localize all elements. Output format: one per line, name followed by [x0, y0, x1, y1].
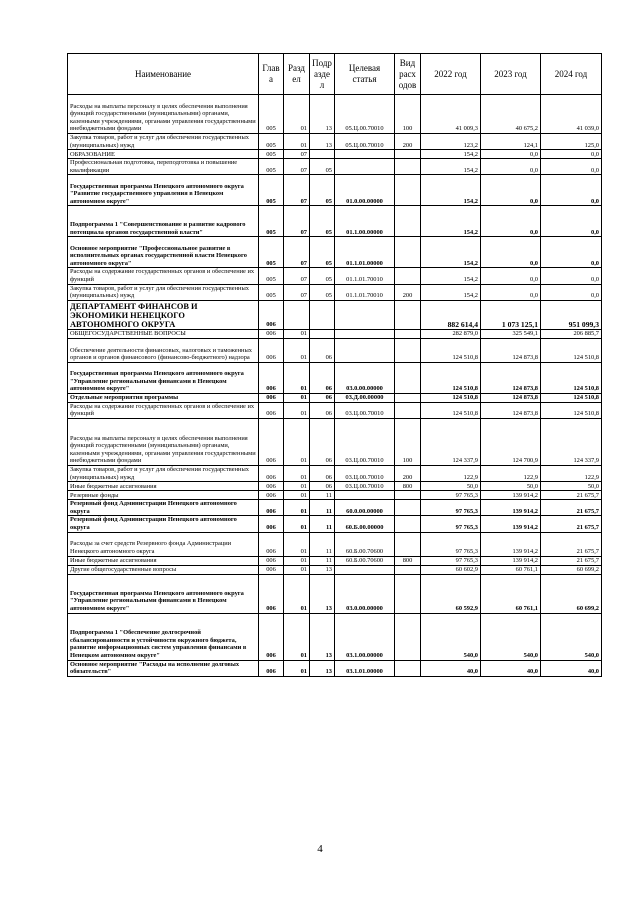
table-cell-year-2024: 41 039,0	[541, 95, 602, 134]
table-cell-section: 01	[284, 532, 310, 556]
table-cell-subsection: 06	[310, 362, 335, 393]
table-cell-target-article: 03.0.00.00000	[335, 574, 395, 613]
table-cell-subsection: 13	[310, 565, 335, 574]
table-cell-target-article	[335, 329, 395, 338]
table-cell-year-2022: 41 009,3	[421, 95, 481, 134]
table-cell-chapter: 006	[259, 532, 284, 556]
table-cell-year-2024: 50,0	[541, 482, 602, 491]
header-year-2023: 2023 год	[481, 54, 541, 95]
table-cell-year-2022: 154,2	[421, 159, 481, 175]
table-cell-subsection	[310, 300, 335, 329]
table-cell-expense-type	[395, 516, 421, 532]
table-cell-subsection: 13	[310, 574, 335, 613]
table-cell-year-2023: 139 914,2	[481, 491, 541, 500]
table-cell-name: Иные бюджетные ассигнования	[68, 556, 259, 565]
table-cell-target-article: 03.Ц.00.70010	[335, 482, 395, 491]
table-cell-chapter: 006	[259, 338, 284, 362]
table-cell-year-2022: 60 602,9	[421, 565, 481, 574]
table-cell-year-2024: 21 675,7	[541, 500, 602, 516]
table-cell-year-2023: 124 873,8	[481, 362, 541, 393]
table-cell-year-2022: 122,9	[421, 465, 481, 481]
header-target-article: Целевая статья	[335, 54, 395, 95]
budget-table	[67, 53, 602, 677]
table-cell-chapter: 006	[259, 362, 284, 393]
table-cell-year-2022: 50,0	[421, 482, 481, 491]
table-cell-subsection: 06	[310, 418, 335, 465]
table-cell-target-article: 03.Ц.00.70010	[335, 402, 395, 418]
table-cell-subsection: 05	[310, 175, 335, 206]
table-cell-name: Расходы на выплаты персоналу в целях обеспечения выполнения функций государственными (муниципальными) органами, казенными учреждениями, органами управления государственными внебюджетными фондами	[68, 95, 259, 134]
table-cell-expense-type	[395, 500, 421, 516]
table-cell-year-2022: 124 510,8	[421, 402, 481, 418]
table-cell-subsection: 05	[310, 206, 335, 237]
table-cell-year-2024: 21 675,7	[541, 556, 602, 565]
table-cell-section: 01	[284, 613, 310, 660]
table-cell-year-2024: 60 699,2	[541, 565, 602, 574]
table-cell-name: Основное мероприятие "Профессиональное развитие в исполнительных органах государственной власти Ненецкого автономного округа"	[68, 237, 259, 268]
table-row	[68, 556, 602, 565]
table-cell-year-2023: 124 873,8	[481, 402, 541, 418]
table-cell-year-2023: 50,0	[481, 482, 541, 491]
table-cell-target-article: 01.0.00.00000	[335, 175, 395, 206]
table-cell-year-2024: 124 510,8	[541, 393, 602, 402]
table-cell-expense-type	[395, 613, 421, 660]
table-cell-year-2024: 122,9	[541, 465, 602, 481]
table-cell-subsection: 11	[310, 532, 335, 556]
header-year-2024: 2024 год	[541, 54, 602, 95]
table-row	[68, 500, 602, 516]
table-cell-name: Резервные фонды	[68, 491, 259, 500]
table-cell-year-2023: 0,0	[481, 268, 541, 284]
table-cell-target-article: 01.1.00.00000	[335, 206, 395, 237]
header-name: Наименование	[68, 54, 259, 95]
table-row	[68, 613, 602, 660]
table-cell-expense-type: 800	[395, 482, 421, 491]
table-row	[68, 574, 602, 613]
header-subsection: Подр азде л	[310, 54, 335, 95]
table-cell-target-article: 03.Ц.00.70010	[335, 418, 395, 465]
table-cell-year-2024: 124 337,9	[541, 418, 602, 465]
table-cell-chapter: 005	[259, 95, 284, 134]
table-cell-section: 01	[284, 134, 310, 150]
table-cell-expense-type	[395, 338, 421, 362]
table-cell-section: 01	[284, 491, 310, 500]
table-cell-year-2024: 951 099,3	[541, 300, 602, 329]
table-row	[68, 95, 602, 134]
table-cell-chapter: 006	[259, 565, 284, 574]
table-cell-subsection	[310, 329, 335, 338]
table-cell-subsection	[310, 150, 335, 159]
table-cell-name: ОБРАЗОВАНИЕ	[68, 150, 259, 159]
table-cell-section: 01	[284, 338, 310, 362]
table-cell-expense-type	[395, 175, 421, 206]
table-cell-expense-type	[395, 362, 421, 393]
table-cell-chapter: 006	[259, 402, 284, 418]
table-cell-chapter: 006	[259, 574, 284, 613]
table-cell-section: 01	[284, 362, 310, 393]
table-cell-name: Резервный фонд Администрации Ненецкого автономного округа	[68, 500, 259, 516]
table-cell-year-2024: 0,0	[541, 206, 602, 237]
table-cell-target-article: 03.Д.00.00000	[335, 393, 395, 402]
header-year-2022: 2022 год	[421, 54, 481, 95]
table-cell-name: Государственная программа Ненецкого автономного округа "Развитие государственного управления в Ненецком автономном округе"	[68, 175, 259, 206]
table-cell-subsection: 06	[310, 402, 335, 418]
table-cell-section: 07	[284, 159, 310, 175]
table-cell-year-2024: 124 510,8	[541, 362, 602, 393]
table-cell-year-2022: 60 592,9	[421, 574, 481, 613]
table-cell-chapter: 005	[259, 175, 284, 206]
table-cell-expense-type: 100	[395, 95, 421, 134]
table-cell-year-2022: 154,2	[421, 150, 481, 159]
table-cell-section: 01	[284, 95, 310, 134]
table-cell-section: 07	[284, 206, 310, 237]
table-cell-chapter: 005	[259, 237, 284, 268]
table-cell-subsection: 11	[310, 500, 335, 516]
table-row	[68, 402, 602, 418]
table-cell-year-2023: 60 761,1	[481, 565, 541, 574]
table-cell-expense-type	[395, 565, 421, 574]
table-cell-name: Государственная программа Ненецкого автономного округа "Управление региональными финансами в Ненецком автономном округе"	[68, 574, 259, 613]
table-cell-target-article: 60.0.00.00000	[335, 500, 395, 516]
table-cell-year-2022: 154,2	[421, 284, 481, 300]
table-body	[68, 95, 602, 677]
table-row	[68, 159, 602, 175]
table-row	[68, 516, 602, 532]
table-cell-name: Профессиональная подготовка, переподготовка и повышение квалификации	[68, 159, 259, 175]
table-cell-name: Расходы на содержание государственных органов и обеспечение их функций	[68, 402, 259, 418]
table-cell-year-2024: 0,0	[541, 159, 602, 175]
table-cell-year-2024: 0,0	[541, 175, 602, 206]
table-cell-section: 01	[284, 500, 310, 516]
table-row	[68, 175, 602, 206]
table-cell-chapter: 006	[259, 300, 284, 329]
table-cell-name: Закупка товаров, работ и услуг для обеспечения государственных (муниципальных) нужд	[68, 284, 259, 300]
table-cell-expense-type: 200	[395, 284, 421, 300]
table-cell-target-article: 05.Ц.00.70010	[335, 134, 395, 150]
table-cell-name: Подпрограмма 1 "Обеспечение долгосрочной сбалансированности и устойчивости окружного бюджета, развитие информационных систем управления финансами в Ненецком автономном округе"	[68, 613, 259, 660]
table-cell-year-2023: 0,0	[481, 150, 541, 159]
table-cell-year-2024: 124 510,8	[541, 338, 602, 362]
table-cell-year-2023: 139 914,2	[481, 500, 541, 516]
table-cell-year-2024: 0,0	[541, 284, 602, 300]
table-row	[68, 491, 602, 500]
table-cell-chapter: 005	[259, 206, 284, 237]
table-cell-section: 01	[284, 574, 310, 613]
table-cell-year-2023: 122,9	[481, 465, 541, 481]
table-cell-year-2022: 154,2	[421, 206, 481, 237]
table-cell-expense-type: 800	[395, 556, 421, 565]
table-cell-target-article: 03.1.00.00000	[335, 613, 395, 660]
table-cell-name: Закупка товаров, работ и услуг для обеспечения государственных (муниципальных) нужд	[68, 134, 259, 150]
table-cell-subsection: 06	[310, 482, 335, 491]
table-cell-section: 01	[284, 565, 310, 574]
table-cell-subsection: 13	[310, 613, 335, 660]
table-cell-year-2023: 124 873,8	[481, 393, 541, 402]
table-cell-year-2023: 124 873,8	[481, 338, 541, 362]
table-cell-subsection: 13	[310, 95, 335, 134]
table-row	[68, 418, 602, 465]
table-cell-target-article	[335, 159, 395, 175]
table-cell-name: Другие общегосударственные вопросы	[68, 565, 259, 574]
table-cell-target-article	[335, 300, 395, 329]
table-cell-expense-type	[395, 532, 421, 556]
table-cell-expense-type	[395, 268, 421, 284]
table-cell-section: 01	[284, 465, 310, 481]
table-header-row	[68, 54, 602, 95]
table-cell-chapter: 005	[259, 284, 284, 300]
table-cell-target-article: 01.1.01.70010	[335, 268, 395, 284]
table-cell-year-2024: 0,0	[541, 150, 602, 159]
table-cell-year-2022: 123,2	[421, 134, 481, 150]
table-cell-chapter: 006	[259, 556, 284, 565]
table-cell-chapter: 006	[259, 418, 284, 465]
table-cell-year-2024: 0,0	[541, 237, 602, 268]
table-cell-section: 01	[284, 418, 310, 465]
table-cell-target-article	[335, 565, 395, 574]
table-cell-year-2023: 0,0	[481, 159, 541, 175]
table-cell-chapter: 005	[259, 159, 284, 175]
table-cell-name: ОБЩЕГОСУДАРСТВЕННЫЕ ВОПРОСЫ	[68, 329, 259, 338]
table-cell-section: 01	[284, 556, 310, 565]
table-cell-year-2022: 97 765,3	[421, 516, 481, 532]
table-cell-year-2024: 206 885,7	[541, 329, 602, 338]
table-cell-year-2023: 139 914,2	[481, 516, 541, 532]
page-number: 4	[317, 843, 323, 855]
table-cell-subsection: 05	[310, 159, 335, 175]
table-cell-year-2023: 139 914,2	[481, 556, 541, 565]
table-cell-subsection: 05	[310, 284, 335, 300]
table-cell-target-article	[335, 150, 395, 159]
table-cell-name: Расходы за счет средств Резервного фонда Администрации Ненецкого автономного округа	[68, 532, 259, 556]
table-cell-chapter: 006	[259, 393, 284, 402]
table-row	[68, 532, 602, 556]
table-cell-target-article: 60.Б.00.70600	[335, 532, 395, 556]
table-cell-expense-type	[395, 329, 421, 338]
table-row	[68, 338, 602, 362]
table-cell-subsection: 06	[310, 465, 335, 481]
table-cell-year-2022: 40,0	[421, 660, 481, 676]
table-cell-expense-type: 200	[395, 465, 421, 481]
table-cell-expense-type	[395, 237, 421, 268]
table-cell-chapter: 006	[259, 482, 284, 491]
table-cell-year-2024: 124 510,8	[541, 402, 602, 418]
table-cell-name: Расходы на содержание государственных органов и обеспечение их функций	[68, 268, 259, 284]
table-cell-chapter: 006	[259, 329, 284, 338]
table-row	[68, 237, 602, 268]
table-cell-year-2024: 540,0	[541, 613, 602, 660]
table-row	[68, 393, 602, 402]
table-cell-expense-type	[395, 660, 421, 676]
table-cell-subsection: 13	[310, 134, 335, 150]
table-cell-expense-type	[395, 402, 421, 418]
table-cell-section: 01	[284, 482, 310, 491]
table-cell-subsection: 11	[310, 516, 335, 532]
table-cell-expense-type	[395, 393, 421, 402]
table-cell-year-2022: 124 510,8	[421, 338, 481, 362]
table-cell-expense-type: 200	[395, 134, 421, 150]
table-cell-section	[284, 300, 310, 329]
table-cell-chapter: 005	[259, 150, 284, 159]
table-row	[68, 284, 602, 300]
table-cell-target-article: 01.1.01.70010	[335, 284, 395, 300]
table-cell-name: Подпрограмма 1 "Совершенствование и развитие кадрового потенциала органов государственной власти"	[68, 206, 259, 237]
table-cell-year-2024: 21 675,7	[541, 516, 602, 532]
table-cell-year-2022: 97 765,3	[421, 532, 481, 556]
table-cell-subsection: 06	[310, 338, 335, 362]
table-cell-target-article: 01.1.01.00000	[335, 237, 395, 268]
table-cell-year-2024: 125,0	[541, 134, 602, 150]
table-cell-target-article: 05.Ц.00.70010	[335, 95, 395, 134]
table-cell-year-2023: 1 073 125,1	[481, 300, 541, 329]
table-cell-target-article: 60.Б.00.70600	[335, 556, 395, 565]
table-cell-expense-type	[395, 574, 421, 613]
table-cell-year-2022: 124 510,8	[421, 393, 481, 402]
table-row	[68, 482, 602, 491]
table-cell-year-2022: 97 765,3	[421, 556, 481, 565]
table-cell-subsection: 13	[310, 660, 335, 676]
table-cell-chapter: 006	[259, 465, 284, 481]
table-cell-chapter: 005	[259, 268, 284, 284]
table-cell-target-article: 03.Ц.00.70010	[335, 465, 395, 481]
table-cell-chapter: 005	[259, 134, 284, 150]
table-cell-year-2023: 124 700,9	[481, 418, 541, 465]
table-cell-section: 07	[284, 284, 310, 300]
table-cell-year-2022: 124 510,8	[421, 362, 481, 393]
table-cell-chapter: 006	[259, 516, 284, 532]
table-cell-year-2022: 97 765,3	[421, 500, 481, 516]
table-cell-subsection: 11	[310, 556, 335, 565]
table-cell-year-2023: 40,0	[481, 660, 541, 676]
table-cell-name: Обеспечение деятельности финансовых, налоговых и таможенных органов и органов финансового (финансово-бюджетного) надзора	[68, 338, 259, 362]
table-cell-name: Основное мероприятие "Расходы на исполнение долговых обязательств"	[68, 660, 259, 676]
table-cell-chapter: 006	[259, 500, 284, 516]
table-cell-year-2024: 0,0	[541, 268, 602, 284]
table-cell-chapter: 006	[259, 491, 284, 500]
table-cell-year-2022: 154,2	[421, 268, 481, 284]
table-cell-year-2022: 540,0	[421, 613, 481, 660]
table-cell-year-2024: 60 699,2	[541, 574, 602, 613]
table-cell-year-2023: 60 761,1	[481, 574, 541, 613]
table-cell-section: 07	[284, 268, 310, 284]
table-cell-year-2023: 0,0	[481, 237, 541, 268]
table-cell-name: Государственная программа Ненецкого автономного округа "Управление региональными финансами в Ненецком автономном округе"	[68, 362, 259, 393]
table-cell-section: 01	[284, 660, 310, 676]
table-cell-expense-type	[395, 206, 421, 237]
table-cell-chapter: 006	[259, 660, 284, 676]
table-cell-subsection: 05	[310, 237, 335, 268]
header-expense-type: Вид расх одов	[395, 54, 421, 95]
table-row	[68, 268, 602, 284]
table-cell-year-2023: 124,1	[481, 134, 541, 150]
table-cell-section: 07	[284, 150, 310, 159]
table-cell-name: Расходы на выплаты персоналу в целях обеспечения выполнения функций государственными (муниципальными) органами, казенными учреждениями, органами управления государственными внебюджетными фондами	[68, 418, 259, 465]
table-cell-year-2023: 325 549,1	[481, 329, 541, 338]
table-cell-year-2023: 540,0	[481, 613, 541, 660]
table-cell-year-2024: 21 675,7	[541, 491, 602, 500]
table-cell-subsection: 05	[310, 268, 335, 284]
table-row	[68, 134, 602, 150]
table-cell-target-article: 60.Б.00.00000	[335, 516, 395, 532]
table-cell-section: 07	[284, 175, 310, 206]
table-cell-target-article: 03.1.01.00000	[335, 660, 395, 676]
header-section: Разд ел	[284, 54, 310, 95]
table-row	[68, 329, 602, 338]
table-cell-section: 07	[284, 237, 310, 268]
table-cell-chapter: 006	[259, 613, 284, 660]
table-cell-year-2022: 882 614,4	[421, 300, 481, 329]
table-cell-year-2023: 139 914,2	[481, 532, 541, 556]
table-cell-name: Закупка товаров, работ и услуг для обеспечения государственных (муниципальных) нужд	[68, 465, 259, 481]
table-cell-expense-type: 100	[395, 418, 421, 465]
table-cell-target-article: 03.0.00.00000	[335, 362, 395, 393]
table-cell-year-2022: 154,2	[421, 237, 481, 268]
table-row	[68, 660, 602, 676]
table-cell-year-2024: 40,0	[541, 660, 602, 676]
table-row	[68, 362, 602, 393]
table-cell-section: 01	[284, 516, 310, 532]
table-cell-expense-type	[395, 491, 421, 500]
table-cell-section: 01	[284, 402, 310, 418]
table-cell-section: 01	[284, 329, 310, 338]
table-row	[68, 300, 602, 329]
table-cell-subsection: 11	[310, 491, 335, 500]
table-cell-name: Резервный фонд Администрации Ненецкого автономного округа	[68, 516, 259, 532]
table-cell-expense-type	[395, 300, 421, 329]
table-cell-name: Отдельные мероприятия программы	[68, 393, 259, 402]
table-cell-name: Иные бюджетные ассигнования	[68, 482, 259, 491]
table-cell-year-2022: 154,2	[421, 175, 481, 206]
header-chapter: Глав а	[259, 54, 284, 95]
table-cell-target-article	[335, 338, 395, 362]
table-row	[68, 150, 602, 159]
table-cell-year-2023: 0,0	[481, 175, 541, 206]
table-cell-subsection: 06	[310, 393, 335, 402]
table-cell-year-2022: 97 765,3	[421, 491, 481, 500]
table-cell-year-2023: 0,0	[481, 284, 541, 300]
table-cell-year-2022: 124 337,9	[421, 418, 481, 465]
table-cell-section: 01	[284, 393, 310, 402]
table-cell-year-2024: 21 675,7	[541, 532, 602, 556]
table-row	[68, 465, 602, 481]
table-cell-expense-type	[395, 159, 421, 175]
table-cell-year-2023: 40 675,2	[481, 95, 541, 134]
table-cell-target-article	[335, 491, 395, 500]
table-cell-name: ДЕПАРТАМЕНТ ФИНАНСОВ И ЭКОНОМИКИ НЕНЕЦКОГО АВТОНОМНОГО ОКРУГА	[68, 300, 259, 329]
table-row	[68, 206, 602, 237]
table-cell-year-2023: 0,0	[481, 206, 541, 237]
table-row	[68, 565, 602, 574]
table-cell-expense-type	[395, 150, 421, 159]
table-cell-year-2022: 282 879,0	[421, 329, 481, 338]
